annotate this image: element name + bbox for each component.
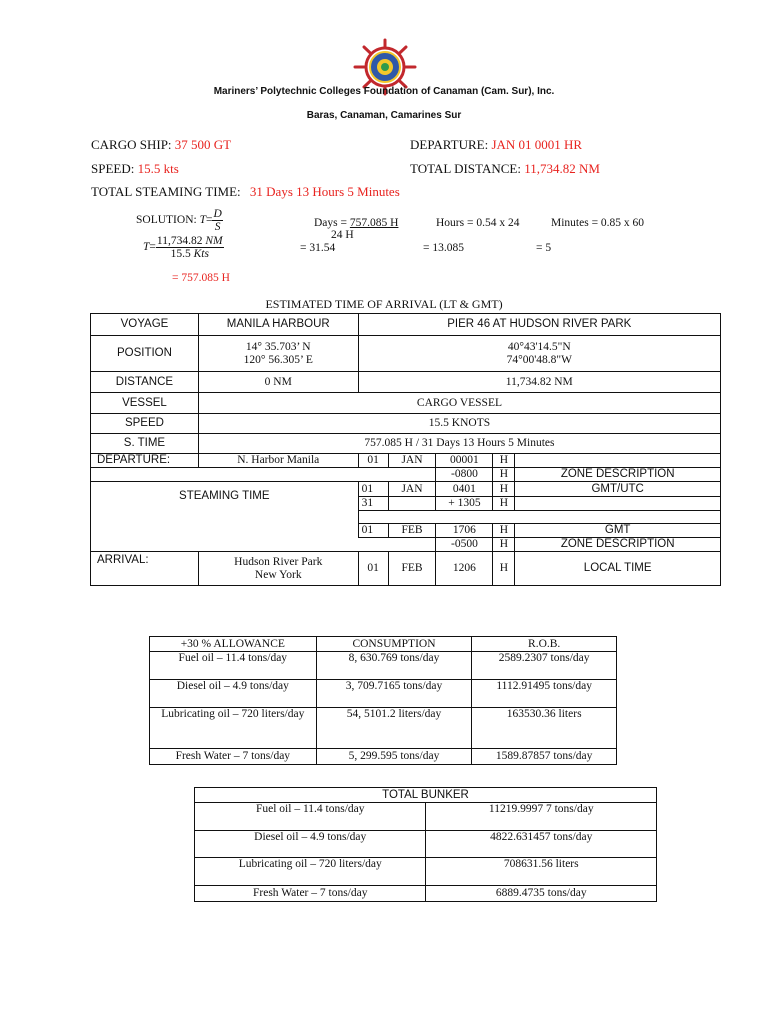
- departure-label: DEPARTURE:: [410, 137, 489, 152]
- bunker-item: Fresh Water – 7 tons/day: [195, 886, 426, 902]
- allowance-table: [149, 636, 617, 765]
- departure-h: H: [493, 454, 515, 468]
- steaming-time-value: 31 Days 13 Hours 5 Minutes: [249, 184, 400, 199]
- allowance-cell: Fuel oil – 11.4 tons/day: [150, 652, 317, 680]
- subst-den: 15.5: [170, 248, 191, 260]
- blank-row: [91, 511, 721, 524]
- gmt-h: H: [493, 482, 515, 497]
- arr-gmt-day: 01: [358, 524, 388, 538]
- subst-den-unit: Kts: [193, 248, 209, 260]
- bunker-header-row: [195, 788, 657, 803]
- arr-gmt-month: FEB: [388, 524, 436, 538]
- formula-d: D: [213, 208, 222, 220]
- bunker-item: Diesel oil – 4.9 tons/day: [195, 831, 426, 858]
- position-label: POSITION: [91, 336, 199, 372]
- arrival-place: [198, 552, 358, 586]
- vessel-value: CARGO VESSEL: [198, 393, 720, 414]
- arrival-day: 01: [358, 552, 388, 586]
- formula-t: T: [199, 214, 206, 227]
- departure-month: JAN: [388, 454, 436, 468]
- speed-label: SPEED:: [91, 161, 135, 176]
- zone2-time: -0500: [436, 538, 493, 552]
- table-row: [195, 858, 657, 886]
- total-distance-label: TOTAL DISTANCE:: [410, 161, 521, 176]
- eta-table: [90, 313, 721, 586]
- solution-substitution: [143, 235, 224, 260]
- speed-value: 15.5 kts: [137, 161, 179, 176]
- bunker-value: 6889.4735 tons/day: [426, 886, 657, 902]
- position-from-lon: 120° 56.305’ E: [243, 353, 313, 366]
- steaming-time-line: [91, 184, 400, 200]
- gmt-label: GMT: [515, 524, 721, 538]
- arrival-gmt-row: [91, 524, 721, 538]
- arrival-place-1: Hudson River Park: [234, 555, 323, 568]
- subst-t: T: [143, 241, 150, 254]
- rob-cell: 2589.2307 tons/day: [472, 652, 617, 680]
- bunker-value: 11219.9997 7 tons/day: [426, 803, 657, 831]
- rob-cell: 1112.91495 tons/day: [472, 680, 617, 708]
- add-time: + 1305: [436, 497, 493, 511]
- local-time-label: LOCAL TIME: [515, 552, 721, 586]
- arrival-h: H: [493, 552, 515, 586]
- rob-cell: 163530.36 liters: [472, 708, 617, 749]
- bunker-item: Fuel oil – 11.4 tons/day: [195, 803, 426, 831]
- cargo-ship-line: [91, 137, 231, 153]
- add-h: H: [493, 497, 515, 511]
- steaming-label: STEAMING TIME: [91, 482, 359, 511]
- bunker-value: 708631.56 liters: [426, 858, 657, 886]
- speed-row: [91, 414, 721, 434]
- eta-title: ESTIMATED TIME OF ARRIVAL (LT & GMT): [265, 297, 503, 311]
- zone1-row: [91, 468, 721, 482]
- consumption-header: CONSUMPTION: [316, 637, 472, 652]
- departure-line: [410, 137, 582, 153]
- vessel-row: [91, 393, 721, 414]
- distance-row: [91, 372, 721, 393]
- distance-to: 11,734.82 NM: [358, 372, 720, 393]
- departure-value: JAN 01 0001 HR: [491, 137, 583, 152]
- consumption-cell: 8, 630.769 tons/day: [316, 652, 472, 680]
- formula-eq: =: [205, 214, 213, 227]
- voyage-to: PIER 46 AT HUDSON RIVER PARK: [358, 314, 720, 336]
- minutes-result: = 5: [536, 242, 552, 254]
- zone1-time: -0800: [436, 468, 493, 482]
- consumption-cell: 3, 709.7165 tons/day: [316, 680, 472, 708]
- total-distance-value: 11,734.82 NM: [524, 161, 600, 176]
- cargo-ship-label: CARGO SHIP:: [91, 137, 172, 152]
- table-row: [150, 708, 617, 749]
- bunker-table: [194, 787, 657, 902]
- table-row: [195, 803, 657, 831]
- table-row: [150, 749, 617, 765]
- stime-label: S. TIME: [91, 434, 199, 454]
- consumption-cell: 54, 5101.2 liters/day: [316, 708, 472, 749]
- speed-line: [91, 161, 179, 177]
- add-days: 31: [358, 497, 388, 511]
- cargo-ship-value: 37 500 GT: [174, 137, 232, 152]
- subst-eq: =: [149, 241, 156, 254]
- position-to-lat: 40°43'14.5"N: [507, 340, 571, 353]
- hours-calc: Hours = 0.54 x 24: [436, 217, 520, 229]
- allowance-header-row: [150, 637, 617, 652]
- college-address: Baras, Canaman, Camarines Sur: [306, 110, 462, 121]
- speed-label: SPEED: [91, 414, 199, 434]
- subst-num-unit: NM: [205, 235, 223, 247]
- distance-label: DISTANCE: [91, 372, 199, 393]
- voyage-from: MANILA HARBOUR: [198, 314, 358, 336]
- allowance-cell: Fresh Water – 7 tons/day: [150, 749, 317, 765]
- gmt-time: 0401: [436, 482, 493, 497]
- vessel-label: VESSEL: [91, 393, 199, 414]
- departure-time: 00001: [436, 454, 493, 468]
- zone1-desc: ZONE DESCRIPTION: [515, 468, 721, 482]
- steaming-row1: [91, 482, 721, 497]
- gmt-month: JAN: [388, 482, 436, 497]
- steaming-time-label: TOTAL STEAMING TIME:: [91, 184, 241, 199]
- zone2-row: [91, 538, 721, 552]
- allowance-header: +30 % ALLOWANCE: [150, 637, 317, 652]
- allowance-cell: Lubricating oil – 720 liters/day: [150, 708, 317, 749]
- formula-s: S: [214, 221, 221, 233]
- stime-value: 757.085 H / 31 Days 13 Hours 5 Minutes: [198, 434, 720, 454]
- departure-place: N. Harbor Manila: [198, 454, 358, 468]
- arr-gmt-time: 1706: [436, 524, 493, 538]
- allowance-cell: Diesel oil – 4.9 tons/day: [150, 680, 317, 708]
- position-from-lat: 14° 35.703’ N: [245, 340, 311, 353]
- days-result: = 31.54: [300, 242, 336, 254]
- solution-label: SOLUTION:: [136, 214, 197, 227]
- days-calc: [314, 217, 398, 229]
- position-row: [91, 336, 721, 372]
- rob-cell: 1589.87857 tons/day: [472, 749, 617, 765]
- position-to-lon: 74°00'48.8"W: [506, 353, 572, 366]
- rob-header: R.O.B.: [472, 637, 617, 652]
- bunker-value: 4822.631457 tons/day: [426, 831, 657, 858]
- speed-value: 15.5 KNOTS: [198, 414, 720, 434]
- total-distance-line: [410, 161, 600, 177]
- days-value: 757.085 H: [349, 217, 399, 229]
- arrival-month: FEB: [388, 552, 436, 586]
- college-name: Mariners’ Polytechnic Colleges Foundation of Canaman (Cam. Sur), Inc.: [213, 86, 555, 97]
- zone1-h: H: [493, 468, 515, 482]
- minutes-calc: Minutes = 0.85 x 60: [551, 217, 645, 229]
- days-den: 24 H: [331, 229, 354, 241]
- voyage-row: [91, 314, 721, 336]
- solution-result: = 757.085 H: [172, 272, 230, 284]
- gmt-day: 01: [358, 482, 388, 497]
- stime-row: [91, 434, 721, 454]
- distance-from: 0 NM: [198, 372, 358, 393]
- zone2-h: H: [493, 538, 515, 552]
- departure-row: [91, 454, 721, 468]
- position-from: [198, 336, 358, 372]
- subst-num: 11,734.82: [156, 235, 203, 247]
- departure-day: 01: [358, 454, 388, 468]
- bunker-title: TOTAL BUNKER: [195, 788, 657, 803]
- consumption-cell: 5, 299.595 tons/day: [316, 749, 472, 765]
- table-row: [150, 652, 617, 680]
- position-to: [358, 336, 720, 372]
- solution-formula: [136, 208, 223, 233]
- table-row: [195, 886, 657, 902]
- zone2-desc: ZONE DESCRIPTION: [515, 538, 721, 552]
- voyage-label: VOYAGE: [91, 314, 199, 336]
- arrival-place-2: New York: [254, 568, 302, 581]
- hours-result: = 13.085: [423, 242, 464, 254]
- days-label: Days =: [314, 217, 347, 229]
- gmt-utc-label: GMT/UTC: [515, 482, 721, 497]
- bunker-item: Lubricating oil – 720 liters/day: [195, 858, 426, 886]
- table-row: [195, 831, 657, 858]
- arrival-time: 1206: [436, 552, 493, 586]
- departure-label: DEPARTURE:: [91, 454, 199, 468]
- arr-gmt-h: H: [493, 524, 515, 538]
- arrival-row: [91, 552, 721, 586]
- arrival-label: ARRIVAL:: [91, 552, 199, 586]
- table-row: [150, 680, 617, 708]
